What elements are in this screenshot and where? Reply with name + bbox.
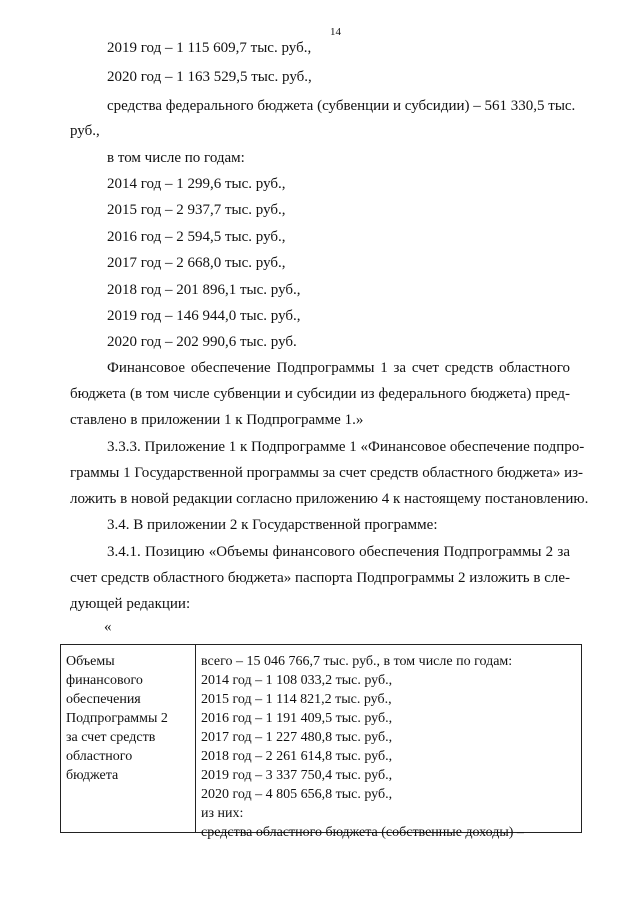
table-right-line: 2020 год – 4 805 656,8 тыс. руб., (201, 787, 393, 802)
line-by-years: в том числе по годам: (107, 150, 245, 166)
paragraph-4-line-3: дующей редакции: (70, 596, 191, 612)
paragraph-4-line-2: счет средств областного бюджета» паспорта Подпрограммы 2 изложить в сле- (70, 570, 570, 586)
line-2019-total: 2019 год – 1 115 609,7 тыс. руб., (107, 40, 312, 56)
table-left-cell (66, 652, 192, 785)
table-right-line: из них: (201, 806, 244, 821)
paragraph-1-line-2: бюджета (в том числе субвенции и субсидии из федерального бюджета) пред- (70, 386, 570, 402)
paragraph-4-line-1: 3.4.1. Позицию «Объемы финансового обеспечения Подпрограммы 2 за (107, 544, 570, 560)
paragraph-2-line-1: 3.3.3. Приложение 1 к Подпрограмме 1 «Финансовое обеспечение подпро- (107, 439, 585, 455)
table-left-line: областного (66, 749, 133, 764)
line-federal-2020: 2020 год – 202 990,6 тыс. руб. (107, 334, 297, 350)
table-right-line: 2017 год – 1 227 480,8 тыс. руб., (201, 730, 393, 745)
line-federal-budget: средства федерального бюджета (субвенции и субсидии) – 561 330,5 тыс. (107, 98, 576, 114)
passport-table (60, 644, 582, 840)
line-federal-2018: 2018 год – 201 896,1 тыс. руб., (107, 282, 301, 298)
paragraph-1-line-1: Финансовое обеспечение Подпрограммы 1 за счет средств областного (107, 360, 570, 376)
table-right-line: 2015 год – 1 114 821,2 тыс. руб., (201, 692, 392, 707)
table-left-line: Подпрограммы 2 (66, 711, 168, 726)
line-federal-2019: 2019 год – 146 944,0 тыс. руб., (107, 308, 301, 324)
opening-quote-mark: « (104, 619, 112, 635)
page-number: 14 (330, 26, 341, 38)
line-federal-2016: 2016 год – 2 594,5 тыс. руб., (107, 229, 286, 245)
paragraph-3-line-1: 3.4. В приложении 2 к Государственной программе: (107, 517, 438, 533)
line-federal-budget-cont: руб., (70, 123, 100, 139)
table-right-line: 2016 год – 1 191 409,5 тыс. руб., (201, 711, 393, 726)
table-column-divider (195, 645, 196, 832)
table-left-line: за счет средств (66, 730, 156, 745)
table-left-line: обеспечения (66, 692, 141, 707)
table-right-line: 2019 год – 3 337 750,4 тыс. руб., (201, 768, 393, 783)
paragraph-1-line-3: ставлено в приложении 1 к Подпрограмме 1.» (70, 412, 364, 428)
table-right-line: 2018 год – 2 261 614,8 тыс. руб., (201, 749, 393, 764)
table-left-line: бюджета (66, 768, 119, 783)
table-right-line: всего – 15 046 766,7 тыс. руб., в том числе по годам: (201, 654, 513, 669)
table-left-line: финансового (66, 673, 143, 688)
paragraph-2-line-2: граммы 1 Государственной программы за счет средств областного бюджета» из- (70, 465, 584, 481)
line-federal-2017: 2017 год – 2 668,0 тыс. руб., (107, 255, 286, 271)
line-federal-2015: 2015 год – 2 937,7 тыс. руб., (107, 202, 286, 218)
paragraph-2-line-3: ложить в новой редакции согласно приложению 4 к настоящему постановлению. (70, 491, 589, 507)
table-right-line: 2014 год – 1 108 033,2 тыс. руб., (201, 673, 393, 688)
table-left-line: Объемы (66, 654, 115, 669)
line-2020-total: 2020 год – 1 163 529,5 тыс. руб., (107, 69, 312, 85)
line-federal-2014: 2014 год – 1 299,6 тыс. руб., (107, 176, 286, 192)
table-right-line: средства областного бюджета (собственные доходы) – (201, 825, 524, 840)
table-right-cell (201, 652, 579, 842)
